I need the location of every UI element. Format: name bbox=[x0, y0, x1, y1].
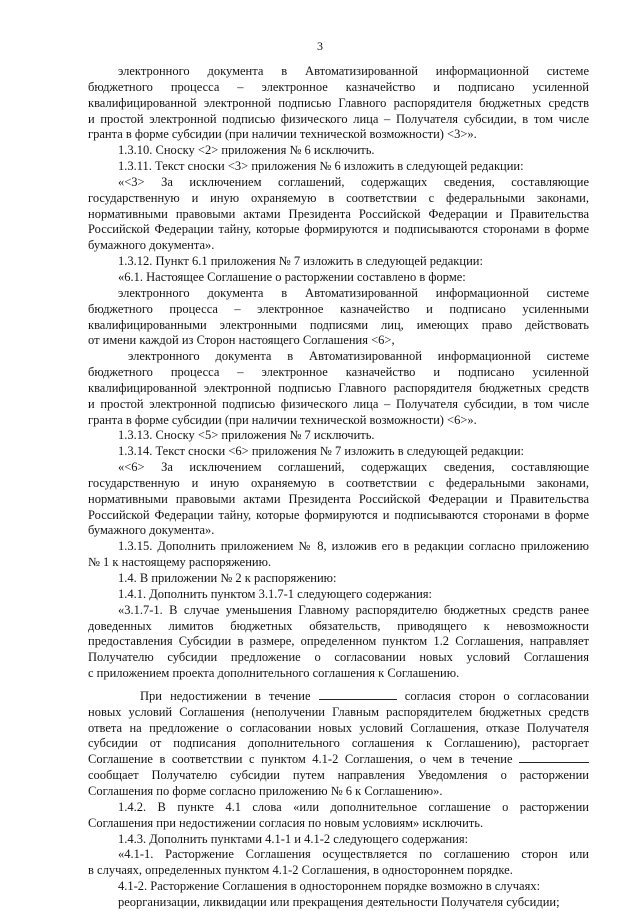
text-line: бюджетного процесса – электронное казначейство и подписано усиленной bbox=[88, 365, 589, 380]
text-segment: Соглашение в соответствии с пунктом 4.1-2 Соглашения, о чем в течение bbox=[88, 752, 513, 767]
text-line: доведенных лимитов бюджетных обязательств, приводящего к невозможности bbox=[88, 618, 589, 633]
text-line: 1.3.15. Дополнить приложением № 8, изложив его в редакции согласно приложению bbox=[118, 539, 589, 554]
text-line: квалифицированной электронной подписью Главного распорядителя бюджетных средств bbox=[88, 95, 589, 110]
text-line: и простой электронной подписью физического лица – Получателя субсидии, в том числе bbox=[88, 396, 589, 411]
text-line: Российской Федерации тайну, которые формируются и подписываются сторонами в форме bbox=[88, 507, 589, 522]
text-line: нормативными правовыми актами Президента Российской Федерации и Правительства bbox=[88, 206, 589, 221]
text-line: квалифицированными электронными подписями лиц, имеющих право действовать bbox=[88, 317, 589, 332]
text-line: 1.3.14. Текст сноски <6> приложения № 7 изложить в следующей редакции: bbox=[118, 444, 525, 459]
text-line: сообщает Получателю субсидии путем направления Уведомления о расторжении bbox=[88, 768, 589, 783]
text-segment: При недостижении в течение bbox=[140, 688, 311, 703]
text-line: субсидии от подписания дополнительного соглашения к Соглашению), расторгает bbox=[88, 736, 589, 751]
text-line: новых условий Соглашения (неполучении Главным распорядителем бюджетных средств bbox=[88, 704, 589, 719]
text-line: «6.1. Настоящее Соглашение о расторжении составлено в форме: bbox=[118, 269, 466, 284]
paragraph-gap bbox=[88, 682, 589, 689]
text-line: предоставления Субсидии в размере, определенном пунктом 1.2 Соглашения, направляет bbox=[88, 634, 589, 649]
text-line: государственную и иную охраняемую в соответствии с федеральными законами, bbox=[88, 475, 589, 490]
text-line: 1.4.3. Дополнить пунктами 4.1-1 и 4.1-2 следующего содержания: bbox=[118, 831, 469, 846]
text-line bbox=[88, 752, 589, 768]
text-line: электронного документа в Автоматизированной информационной системе bbox=[128, 349, 589, 364]
text-line: реорганизации, ликвидации или прекращения деятельности Получателя субсидии; bbox=[118, 894, 560, 909]
text-line: бюджетного процесса – электронное казначейство и подписано усиленной bbox=[88, 79, 589, 94]
document-body bbox=[88, 64, 589, 911]
text-line: гранта в форме субсидии (при наличии технической возможности) <3>». bbox=[88, 127, 477, 142]
text-segment: согласия сторон о согласовании bbox=[404, 688, 589, 703]
text-line: 1.4.2. В пункте 4.1 слова «или дополнительное соглашение о расторжении bbox=[118, 799, 589, 814]
text-line: в случаях, определенных пунктом 4.1-2 Соглашения, в одностороннем порядке. bbox=[88, 863, 513, 878]
text-line: гранта в форме субсидии (при наличии технической возможности) <6>». bbox=[88, 412, 477, 427]
text-line: 1.4. В приложении № 2 к распоряжению: bbox=[118, 571, 337, 585]
text-line: государственную и иную охраняемую в соответствии с федеральными законами, bbox=[88, 190, 589, 205]
text-line: бумажного документа». bbox=[88, 238, 215, 253]
text-line: «4.1-1. Расторжение Соглашения осуществляется по соглашению сторон или bbox=[118, 847, 589, 862]
text-line: ответа на предложение о согласовании новых условий Соглашения, отказе Получателя bbox=[88, 720, 589, 735]
text-line: «<3> За исключением соглашений, содержащих сведения, составляющие bbox=[118, 174, 589, 189]
text-line: бюджетного процесса – электронное казначейство и подписано усиленными bbox=[88, 301, 589, 316]
text-line bbox=[88, 689, 589, 705]
text-line: 1.3.13. Сноску <5> приложения № 7 исключить. bbox=[118, 428, 375, 443]
text-line: 1.3.11. Текст сноски <3> приложения № 6 изложить в следующей редакции: bbox=[118, 159, 524, 174]
text-line: 1.3.12. Пункт 6.1 приложения № 7 изложить в следующей редакции: bbox=[118, 254, 483, 269]
text-line: с приложением проекта дополнительного соглашения к Соглашению. bbox=[88, 666, 460, 681]
text-line: «3.1.7-1. В случае уменьшения Главному распорядителю бюджетных средств ранее bbox=[118, 602, 589, 617]
text-line: Российской Федерации тайну, которые формируются и подписываются сторонами в форме bbox=[88, 222, 589, 237]
text-line: 4.1-2. Расторжение Соглашения в одностороннем порядке возможно в случаях: bbox=[118, 879, 541, 894]
text-line: квалифицированной электронной подписью Главного распорядителя бюджетных средств bbox=[88, 380, 589, 395]
text-line: электронного документа в Автоматизированной информационной системе bbox=[118, 64, 589, 78]
text-line: электронного документа в Автоматизированной информационной системе bbox=[118, 285, 589, 300]
text-line: Соглашения по форме согласно приложению № 6 к Соглашению». bbox=[88, 783, 443, 798]
text-line: 1.3.10. Сноску <2> приложения № 6 исключить. bbox=[118, 143, 375, 158]
text-line: нормативными правовыми актами Президента Российской Федерации и Правительства bbox=[88, 491, 589, 506]
text-line: № 1 к настоящему распоряжению. bbox=[88, 555, 272, 570]
blank-underline bbox=[519, 752, 589, 763]
text-line: Соглашения при недостижении согласия по новым условиям» исключить. bbox=[88, 815, 484, 830]
text-line: от имени каждой из Сторон настоящего Соглашения <6>, bbox=[88, 333, 395, 348]
text-line: бумажного документа». bbox=[88, 523, 215, 538]
blank-underline bbox=[319, 689, 397, 700]
page-number: 3 bbox=[317, 39, 323, 53]
text-line: Получателю субсидии предложение о согласовании новых условий Соглашения bbox=[88, 650, 589, 665]
text-line: и простой электронной подписью физического лица – Получателя субсидии, в том числе bbox=[88, 111, 589, 126]
text-line: 1.4.1. Дополнить пунктом 3.1.7-1 следующего содержания: bbox=[118, 586, 432, 601]
text-line: «<6> За исключением соглашений, содержащих сведения, составляющие bbox=[118, 460, 589, 475]
